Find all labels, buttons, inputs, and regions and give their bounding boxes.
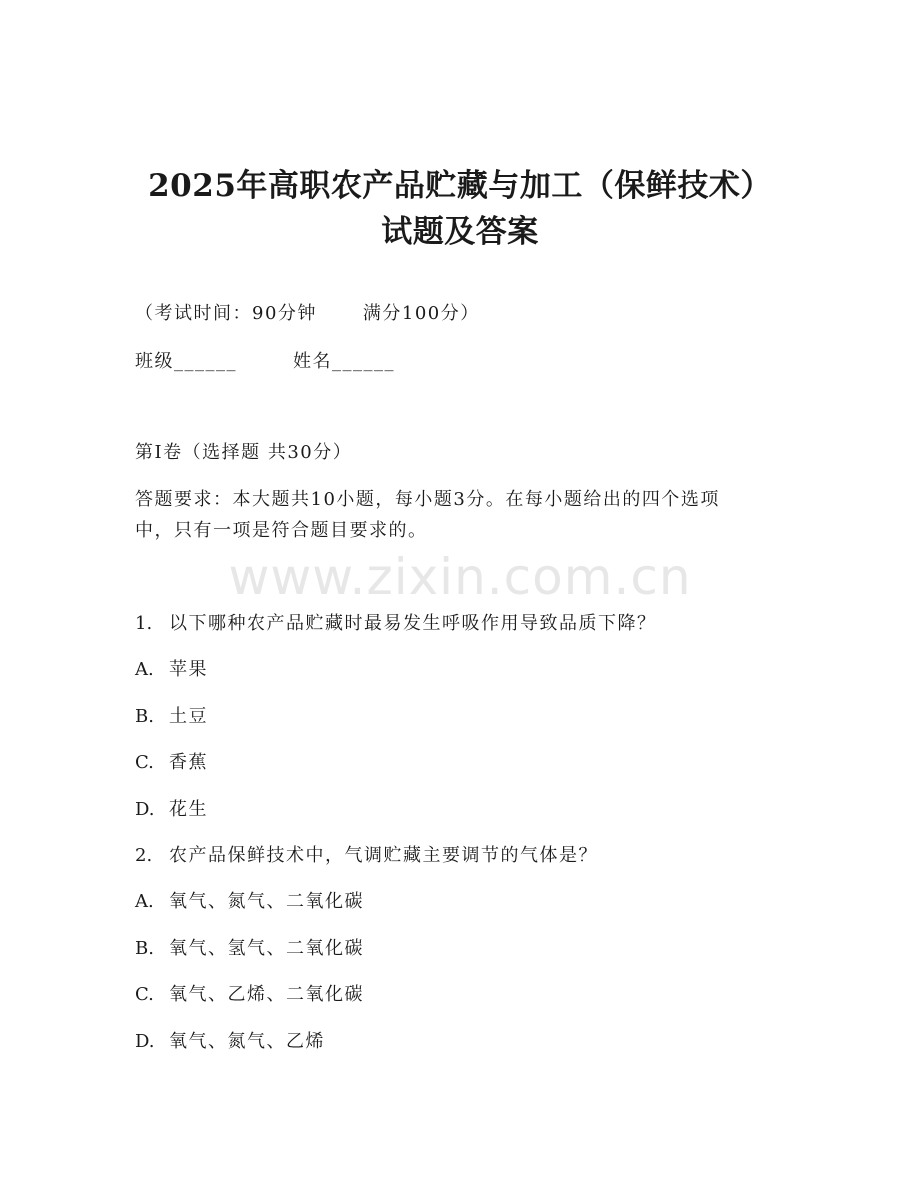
option-text: 氧气、氮气、二氧化碳 xyxy=(169,891,364,912)
option-text: 香蕉 xyxy=(169,752,208,773)
option-label: C. xyxy=(135,984,154,1005)
option-text: 氧气、氮气、乙烯 xyxy=(169,1031,325,1052)
option-text: 花生 xyxy=(169,799,208,820)
full-score: 满分100分） xyxy=(362,303,480,324)
class-field: 班级______ xyxy=(135,351,237,372)
exam-info xyxy=(135,302,480,326)
instructions-line-2: 中，只有一项是符合题目要求的。 xyxy=(135,520,428,541)
option-label: D. xyxy=(135,799,155,820)
option-text: 土豆 xyxy=(169,706,208,727)
question-number: 1. xyxy=(135,613,153,634)
option-label: B. xyxy=(135,706,154,727)
option-text: 氧气、乙烯、二氧化碳 xyxy=(169,984,364,1005)
document-title-line-1: 2025年高职农产品贮藏与加工（保鲜技术） xyxy=(148,168,772,204)
question-number: 2. xyxy=(135,845,153,866)
option-label: C. xyxy=(135,752,154,773)
option-2b xyxy=(135,937,364,961)
question-2 xyxy=(135,844,598,868)
option-label: A. xyxy=(135,891,154,912)
option-2c xyxy=(135,983,364,1007)
instructions-line-1: 答题要求：本大题共10小题，每小题3分。在每小题给出的四个选项 xyxy=(135,489,720,510)
student-info xyxy=(135,350,395,374)
option-1d xyxy=(135,798,208,822)
question-text: 以下哪种农产品贮藏时最易发生呼吸作用导致品质下降？ xyxy=(169,613,657,634)
option-label: B. xyxy=(135,938,154,959)
option-2d xyxy=(135,1030,325,1054)
option-2a xyxy=(135,890,364,914)
name-field: 姓名______ xyxy=(293,351,395,372)
document-title-line-2: 试题及答案 xyxy=(381,214,539,250)
option-label: A. xyxy=(135,659,154,680)
option-text: 氧气、氢气、二氧化碳 xyxy=(169,938,364,959)
exam-time: （考试时间：90分钟 xyxy=(135,303,317,324)
question-1 xyxy=(135,612,657,636)
question-text: 农产品保鲜技术中，气调贮藏主要调节的气体是？ xyxy=(169,845,598,866)
option-1a xyxy=(135,658,208,682)
section-heading: 第I卷（选择题 共30分） xyxy=(135,442,353,463)
option-label: D. xyxy=(135,1031,155,1052)
watermark: www.zixin.com.cn xyxy=(228,548,692,606)
option-1b xyxy=(135,705,208,729)
option-text: 苹果 xyxy=(169,659,208,680)
option-1c xyxy=(135,751,208,775)
